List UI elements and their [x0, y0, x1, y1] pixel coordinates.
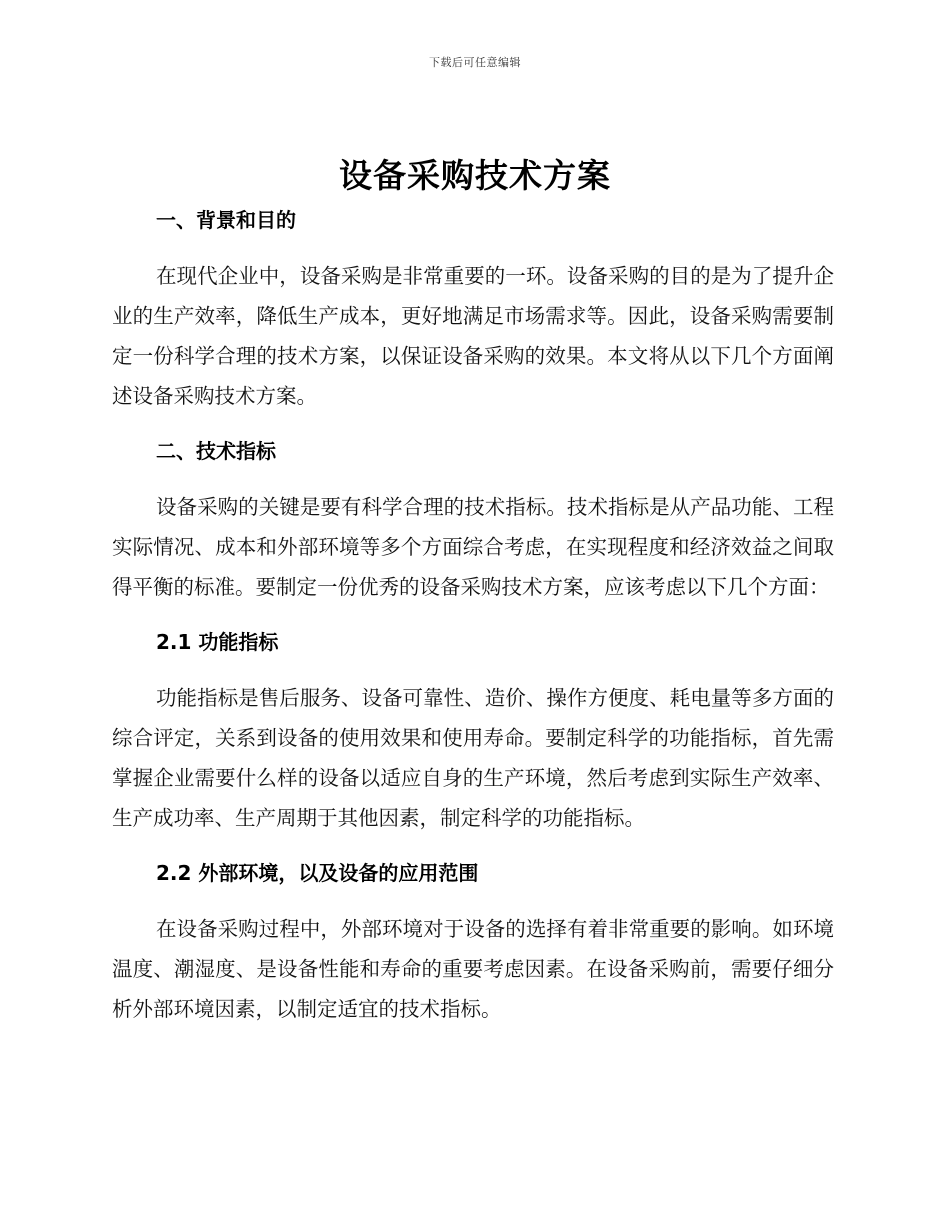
- section-heading-function-indicators: 2.1 功能指标: [156, 630, 279, 654]
- header-note: 下载后可任意编辑: [429, 56, 521, 69]
- section-paragraph-tech-indicators: 设备采购的关键是要有科学合理的技术指标。技术指标是从产品功能、工程实际情况、成本和外部环境等多个方面综合考虑，在实现程度和经济效益之间取得平衡的标准。要制定一份优秀的设备采购技术方案，应该考虑以下几个方面：: [112, 495, 834, 599]
- section-paragraph-external-environment: 在设备采购过程中，外部环境对于设备的选择有着非常重要的影响。如环境温度、潮湿度、是设备性能和寿命的重要考虑因素。在设备采购前，需要仔细分析外部环境因素，以制定适宜的技术指标。: [112, 917, 834, 1021]
- section-heading-external-environment: 2.2 外部环境，以及设备的应用范围: [156, 861, 479, 885]
- section-paragraph-background: 在现代企业中，设备采购是非常重要的一环。设备采购的目的是为了提升企业的生产效率，降低生产成本，更好地满足市场需求等。因此，设备采购需要制定一份科学合理的技术方案，以保证设备采购的效果。本文将从以下几个方面阐述设备采购技术方案。: [112, 264, 834, 408]
- section-paragraph-function-indicators: 功能指标是售后服务、设备可靠性、造价、操作方便度、耗电量等多方面的综合评定，关系到设备的使用效果和使用寿命。要制定科学的功能指标，首先需掌握企业需要什么样的设备以适应自身的生产环境，然后考虑到实际生产效率、生产成功率、生产周期于其他因素，制定科学的功能指标。: [112, 686, 834, 830]
- document-body: [112, 205, 834, 1029]
- section-heading-background: 一、背景和目的: [156, 208, 296, 232]
- document-title: 设备采购技术方案: [339, 156, 611, 195]
- section-heading-tech-indicators: 二、技术指标: [156, 439, 276, 463]
